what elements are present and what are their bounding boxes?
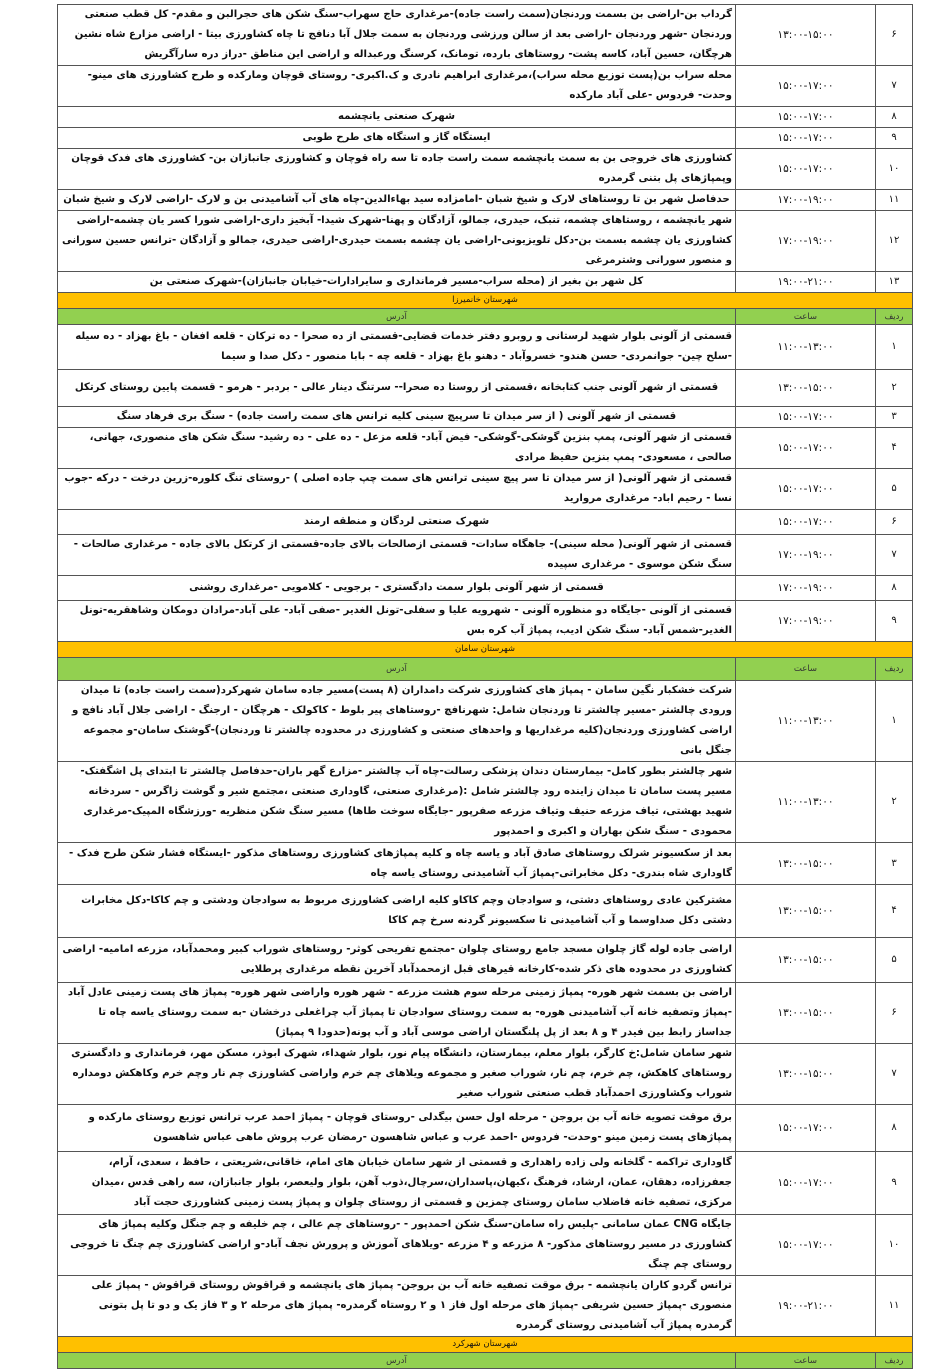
outage-time: ۱۹:۰۰-۲۱:۰۰ — [736, 1276, 876, 1337]
outage-address: شهر سامان شامل:خ کارگر، بلوار معلم، بیمارستان، دانشگاه پیام نور، بلوار شهداء، شهرک ابوذر، مسکن مهر، فرمانداری و دادگستری روستاهای کاهکش، چم خرم، چم نار، شوراب صغیر و مجموعه ویلاهای چم خرم واراضی کشاورزی چم نار وچم خرم وکاهکش دومداره شوراب وکشاورزی احمدآباد قطب صنعتی شوراب صغیر — [58, 1044, 736, 1105]
outage-address: کل شهر بن بغیر از (محله سراب-مسیر فرمانداری و سایرادارات-خیابان جانبازان)-شهرک صنعتی بن — [58, 272, 736, 293]
outage-time: ۱۷:۰۰-۱۹:۰۰ — [736, 535, 876, 576]
row-number: ۳ — [876, 843, 913, 885]
outage-time: ۱۷:۰۰-۱۹:۰۰ — [736, 190, 876, 211]
section-title: شهرستان شهرکرد — [58, 1337, 913, 1353]
table-row — [58, 190, 913, 211]
row-number: ۷ — [876, 535, 913, 576]
row-number: ۷ — [876, 1044, 913, 1105]
row-number: ۱۱ — [876, 1276, 913, 1337]
row-number: ۱۲ — [876, 211, 913, 272]
table-row — [58, 370, 913, 407]
header-time: ساعت — [736, 658, 876, 681]
row-number: ۶ — [876, 510, 913, 535]
section-title: شهرستان سامان — [58, 642, 913, 658]
outage-address: قسمتی از شهر آلونی( محله سینی)- جاهگاه سادات- قسمتی ازصالحات بالای جاده-قسمتی از کرتکل بالای جاده - مرغداری صالحات - سنگ شکن موسوی - مرغداری سپیده — [58, 535, 736, 576]
row-number: ۸ — [876, 1105, 913, 1152]
outage-time: ۱۵:۰۰-۱۷:۰۰ — [736, 428, 876, 469]
row-number: ۲ — [876, 762, 913, 843]
row-number: ۴ — [876, 428, 913, 469]
outage-address: ترانس گردو کاران یانچشمه - برق موقت تصفیه خانه آب بن بروجن- پمپاژ های یانچشمه و قراقوش روستای قراقوش - پمپاژ علی منصوری -پمپاژ حسین شریفی -پمپاژ های مرحله اول فاز ۱ و ۲ روستاه گرمدره- پمپاژ های مرحله ۲ و ۳ فاز یک و دو تا پل بتونی گرمدره پمپاژ آب آشامیدنی روستای گرمدره — [58, 1276, 736, 1337]
row-number: ۱۳ — [876, 272, 913, 293]
outage-time: ۱۱:۰۰-۱۳:۰۰ — [736, 325, 876, 370]
table-row — [58, 128, 913, 149]
outage-address: شهرک صنعتی لردگان و منطقه ارمند — [58, 510, 736, 535]
row-number: ۶ — [876, 983, 913, 1044]
header-address: آدرس — [58, 309, 736, 325]
row-number: ۱۰ — [876, 149, 913, 190]
row-number: ۱۱ — [876, 190, 913, 211]
outage-time: ۱۵:۰۰-۱۷:۰۰ — [736, 469, 876, 510]
row-number: ۷ — [876, 66, 913, 107]
table-row — [58, 272, 913, 293]
outage-address: شهر چالشتر بطور کامل- بیمارستان دندان پزشکی رسالت-چاه آب چالشتر -مزارع گهر باران-حدفاصل چالشتر تا ابتدای پل اشگفتک- مسیر پست سامان تا میدان زاینده رود چالشتر شامل :(مرغداری صنعتی، گاوداری صنعتی ،مجتمع شیر و گوشت زاگرس - سردخانه شهید بهشتی، تیاف مزرعه حنیف وتیاف مزرعه صفرپور -جایگاه سوخت طاها) مسیر سنگ شکن منظریه -ورزشگاه المپیک-مرغداری محمودی - سنگ شکن بهاران و اکبری و احمدپور — [58, 762, 736, 843]
outage-address: محله سراب بن(پست توزیع محله سراب)،مرغداری ابراهیم نادری و ک.اکبری- روستای قوچان ومارکده و طرح کشاورزی های مینو- وحدت- فردوس -علی آباد مارکده — [58, 66, 736, 107]
outage-address: جایگاه CNG عمان سامانی -پلیس راه سامان-سنگ شکن احمدپور - -روستاهای چم عالی ، چم خلیفه و چم جنگل وکلیه پمپاژ های کشاورزی در مسیر روستاهای مذکور- ۸ مزرعه و ۴ مزرعه -ویلاهای آموزش و پرورش نجف آباد-و اراضی کشاورزی چم چنگ تا خروجی روستای چم چنگ — [58, 1215, 736, 1276]
table-row — [58, 407, 913, 428]
table-row — [58, 66, 913, 107]
outage-time: ۱۷:۰۰-۱۹:۰۰ — [736, 601, 876, 642]
power-outage-schedule-table — [57, 4, 913, 1369]
outage-address: قسمتی از آلونی -جایگاه دو منظوره آلونی - شهرویه علیا و سفلی-تونل الغدیر -صفی آباد- علی آباد-مرادان دومکان وشاهقریه-تونل الغدیر-شمس آباد- سنگ شکن ادیب، پمپاژ آب کره بس — [58, 601, 736, 642]
outage-time: ۱۵:۰۰-۱۷:۰۰ — [736, 66, 876, 107]
table-row — [58, 1276, 913, 1337]
outage-time: ۱۱:۰۰-۱۳:۰۰ — [736, 762, 876, 843]
table-row — [58, 885, 913, 938]
table-row — [58, 107, 913, 128]
table-row — [58, 325, 913, 370]
outage-address: قسمتی از آلونی بلوار شهید لرستانی و روبرو دفتر خدمات قضایی-قسمتی از ده صحرا - ده ترکان - قلعه افغان - باغ بهزاد - ده سیله -سلح چین- جوانمردی- حسن هندو- خسروآباد - دهنو باغ بهزاد - قلعه چه - بابا منصور - دکل صدا و سیما — [58, 325, 736, 370]
row-number: ۹ — [876, 601, 913, 642]
outage-time: ۱۵:۰۰-۱۷:۰۰ — [736, 1152, 876, 1215]
outage-address: گاوداری تراکمه - گلخانه ولی زاده راهداری و قسمتی از شهر سامان خیابان های امام، خاقانی،شریعتی ، حافظ ، سعدی، آرام، جعفرزاده، دهقان، عمان، ارشاد، فرهنگ ،کیهان،پاسداران،سرچال،ذوب آهن، بلوار ولیعصر، بلوار جانبازان، سه راهی قدس ،میدان مرکزی، تصفیه خانه فاضلاب سامان روستای چمزین و قسمتی از روستای چلوان و پمپاژ پست زمینی کشاورزی حجت آباد — [58, 1152, 736, 1215]
outage-time: ۱۵:۰۰-۱۷:۰۰ — [736, 107, 876, 128]
outage-address: شهرک صنعتی یانچشمه — [58, 107, 736, 128]
outage-time: ۱۵:۰۰-۱۷:۰۰ — [736, 510, 876, 535]
table-row — [58, 938, 913, 983]
table-row — [58, 1215, 913, 1276]
row-number: ۹ — [876, 1152, 913, 1215]
table-row — [58, 1044, 913, 1105]
outage-address: اراضی بن بسمت شهر هوره- پمپاژ زمینی مرحله سوم هشت مزرعه - شهر هوره واراضی شهر هوره- پمپاژ های پست زمینی عادل آباد -پمپاژ وتصفیه خانه آب آشامیدنی هوره- به سمت روستای سوادجان تا پمپاژ آب چراغعلی درخشان -به سمت روستای یاسه چاه تا جداساز رابط بین فیدر ۴ و ۸ بعد از پل پلنگستان اراضی موسی آباد و آب پونه(حدودا ۹ پمپاژ) — [58, 983, 736, 1044]
outage-address: کشاورزی های خروجی بن به سمت یانچشمه سمت راست جاده تا سه راه قوچان و کشاورزی جانبازان بن- کشاورزی های فدک قوچان وپمپاژهای پل بتنی گرمدره — [58, 149, 736, 190]
outage-address: گرداب بن-اراضی بن بسمت وردنجان(سمت راست جاده)-مرغداری حاج سهراب-سنگ شکن های حجرالبن و مقدم- کل قطب صنعتی وردنجان -شهر وردنجان -اراضی بعد از سالن ورزشی وردنجان به سمت جلال آبا دنافج تا چاه کشاورزی بیتا - اراضی مزارع شاه نشین هرچگان، حسین آباد، کاسه پشت- روستاهای بارده، تومانک، کرسنگ ورعبداله و اراضی این مناطق -دراز دره سارآگریش — [58, 5, 736, 66]
row-number: ۳ — [876, 407, 913, 428]
header-address: آدرس — [58, 1353, 736, 1369]
row-number: ۸ — [876, 576, 913, 601]
section-title-row — [58, 1337, 913, 1353]
table-row — [58, 1152, 913, 1215]
row-number: ۶ — [876, 5, 913, 66]
outage-address: اراضی جاده لوله گاز چلوان مسجد جامع روستای چلوان -مجتمع تفریحی کوثر- روستاهای شوراب کبیر ومحمدآباد، مزرعه امامیه- اراضی کشاورزی در محدوده های ذکر شده-کارخانه قیرهای قبل ازمحمدآباد آخرین نقطه مرغداری پرطلایی — [58, 938, 736, 983]
section-title-row — [58, 293, 913, 309]
section-title: شهرستان خانمیرزا — [58, 293, 913, 309]
outage-time: ۱۷:۰۰-۱۹:۰۰ — [736, 576, 876, 601]
row-number: ۱۰ — [876, 1215, 913, 1276]
header-time: ساعت — [736, 309, 876, 325]
column-header-row — [58, 309, 913, 325]
outage-address: قسمتی از شهر آلونی( از سر میدان تا سر پیچ سینی ترانس های سمت چپ جاده اصلی ) -روستای تنگ کلوره-زرین درخت - درکه -جوب نسا - رحیم اباد- مرغداری مروارید — [58, 469, 736, 510]
section-title-row — [58, 642, 913, 658]
header-time: ساعت — [736, 1353, 876, 1369]
row-number: ۵ — [876, 469, 913, 510]
outage-address: قسمتی از شهر آلونی، پمپ بنزین گوشکی-گوشکی- فیض آباد- قلعه مزعل - ده علی - ده رشید- سنگ شکن های منصوری، جهانی، صالحی ، مسعودی- پمپ بنزین حفیظ مرادی — [58, 428, 736, 469]
table-row — [58, 601, 913, 642]
table-row — [58, 469, 913, 510]
column-header-row — [58, 658, 913, 681]
column-header-row — [58, 1353, 913, 1369]
outage-address: قسمتی از شهر آلونی ( از سر میدان تا سرپیچ سینی کلیه ترانس های سمت راست جاده) - سنگ بری فرهاد سنگ — [58, 407, 736, 428]
outage-time: ۱۳:۰۰-۱۵:۰۰ — [736, 370, 876, 407]
outage-time: ۱۵:۰۰-۱۷:۰۰ — [736, 1105, 876, 1152]
row-number: ۹ — [876, 128, 913, 149]
table-row — [58, 535, 913, 576]
table-row — [58, 983, 913, 1044]
table-row — [58, 5, 913, 66]
outage-time: ۱۷:۰۰-۱۹:۰۰ — [736, 211, 876, 272]
outage-address: قسمتی از شهر آلونی بلوار سمت دادگستری - برجویی - کلامویی -مرغداری روشنی — [58, 576, 736, 601]
table-row — [58, 762, 913, 843]
outage-time: ۱۳:۰۰-۱۵:۰۰ — [736, 938, 876, 983]
outage-time: ۱۹:۰۰-۲۱:۰۰ — [736, 272, 876, 293]
row-number: ۵ — [876, 938, 913, 983]
outage-time: ۱۱:۰۰-۱۳:۰۰ — [736, 681, 876, 762]
outage-address: ایستگاه گاز و استگاه های طرح طوبی — [58, 128, 736, 149]
outage-address: برق موقت تصویه خانه آب بن بروجن - مرحله اول حسن بیگدلی -روستای قوچان - پمپاژ احمد عرب ترانس توزیع روستای مارکده و پمپاژهای پست زمین مینو -وحدت- فردوس -احمد عرب و عباس شاهسون -رمضان عرب پروش ماهی عباس شاهسون — [58, 1105, 736, 1152]
row-number: ۱ — [876, 325, 913, 370]
table-row — [58, 510, 913, 535]
header-row-number: ردیف — [876, 1353, 913, 1369]
header-row-number: ردیف — [876, 309, 913, 325]
outage-time: ۱۵:۰۰-۱۷:۰۰ — [736, 407, 876, 428]
table-row — [58, 428, 913, 469]
table-row — [58, 211, 913, 272]
row-number: ۲ — [876, 370, 913, 407]
outage-address: بعد از سکسیونر شرلک روستاهای صادق آباد و یاسه چاه و کلیه پمپاژهای کشاورزی روستاهای مذکور -ایستگاه فشار شکن طرح فدک - گاوداری شاه بندری- دکل مخابراتی-پمپاژ آب آشامیدنی روستای یاسه چاه — [58, 843, 736, 885]
outage-time: ۱۳:۰۰-۱۵:۰۰ — [736, 5, 876, 66]
header-row-number: ردیف — [876, 658, 913, 681]
outage-time: ۱۳:۰۰-۱۵:۰۰ — [736, 885, 876, 938]
outage-time: ۱۳:۰۰-۱۵:۰۰ — [736, 1044, 876, 1105]
outage-time: ۱۵:۰۰-۱۷:۰۰ — [736, 1215, 876, 1276]
table-row — [58, 149, 913, 190]
table-row — [58, 843, 913, 885]
outage-time: ۱۵:۰۰-۱۷:۰۰ — [736, 149, 876, 190]
outage-time: ۱۵:۰۰-۱۷:۰۰ — [736, 128, 876, 149]
row-number: ۱ — [876, 681, 913, 762]
outage-time: ۱۳:۰۰-۱۵:۰۰ — [736, 983, 876, 1044]
outage-address: شهر یانچشمه ، روستاهای چشمه، تنبک، حیدری، جمالو، آزادگان و پهنا-شهرک شیدا- آبخیز داری-اراضی شورا کسر یان چشمه-اراضی کشاورزی یان چشمه بسمت بن-دکل تلویزیونی-اراضی یان چشمه بسمت حیدری-اراضی حیدری، جمالو و آزادگان -ترانس حسین سورانی و منصور سورانی وشترمرغی — [58, 211, 736, 272]
row-number: ۸ — [876, 107, 913, 128]
outage-time: ۱۳:۰۰-۱۵:۰۰ — [736, 843, 876, 885]
outage-address: قسمتی از شهر آلونی جنب کتابخانه ،قسمتی از روستا ده صحرا-- سرتنگ دینار عالی - بردبر - هرمو - قسمت پایین روستای کرتکل — [58, 370, 736, 407]
table-row — [58, 1105, 913, 1152]
outage-address: شرکت خشکبار نگین سامان - پمپاژ های کشاورزی شرکت دامداران (۸ پست)مسیر جاده سامان شهرکرد(سمت راست جاده) تا میدان ورودی چالشتر -مسیر چالشتر تا وردنجان شامل: شهرنافچ -روستاهای پیر بلوط - کاکولک - هرچگان - ارجنگ - اراضی جلال آباد نافچ و اراضی کشاورزی وردنجان(کلیه مرغداریها و واحدهای صنعتی و کشاورزی در محدوده چالشتر تا وردنجان)-گوشتک سامان-و مجموعه جنگل بانی — [58, 681, 736, 762]
header-address: آدرس — [58, 658, 736, 681]
outage-address: حدفاصل شهر بن تا روستاهای لارک و شیخ شبان -امامزاده سید بهاءالدین-چاه های آب آشامیدنی بن و لارک -اراضی لارک و شیخ شبان — [58, 190, 736, 211]
table-row — [58, 576, 913, 601]
row-number: ۴ — [876, 885, 913, 938]
outage-address: مشترکین عادی روستاهای دشتی، و سوادجان وچم کاکاو کلیه اراضی کشاورزی مربوط به سوادجان ودشتی و چم کاکا-دکل مخابرات دشتی دکل صداوسما و آب آشامیدنی تا سکسیونر گردنه سرخ چم کاکا — [58, 885, 736, 938]
table-row — [58, 681, 913, 762]
